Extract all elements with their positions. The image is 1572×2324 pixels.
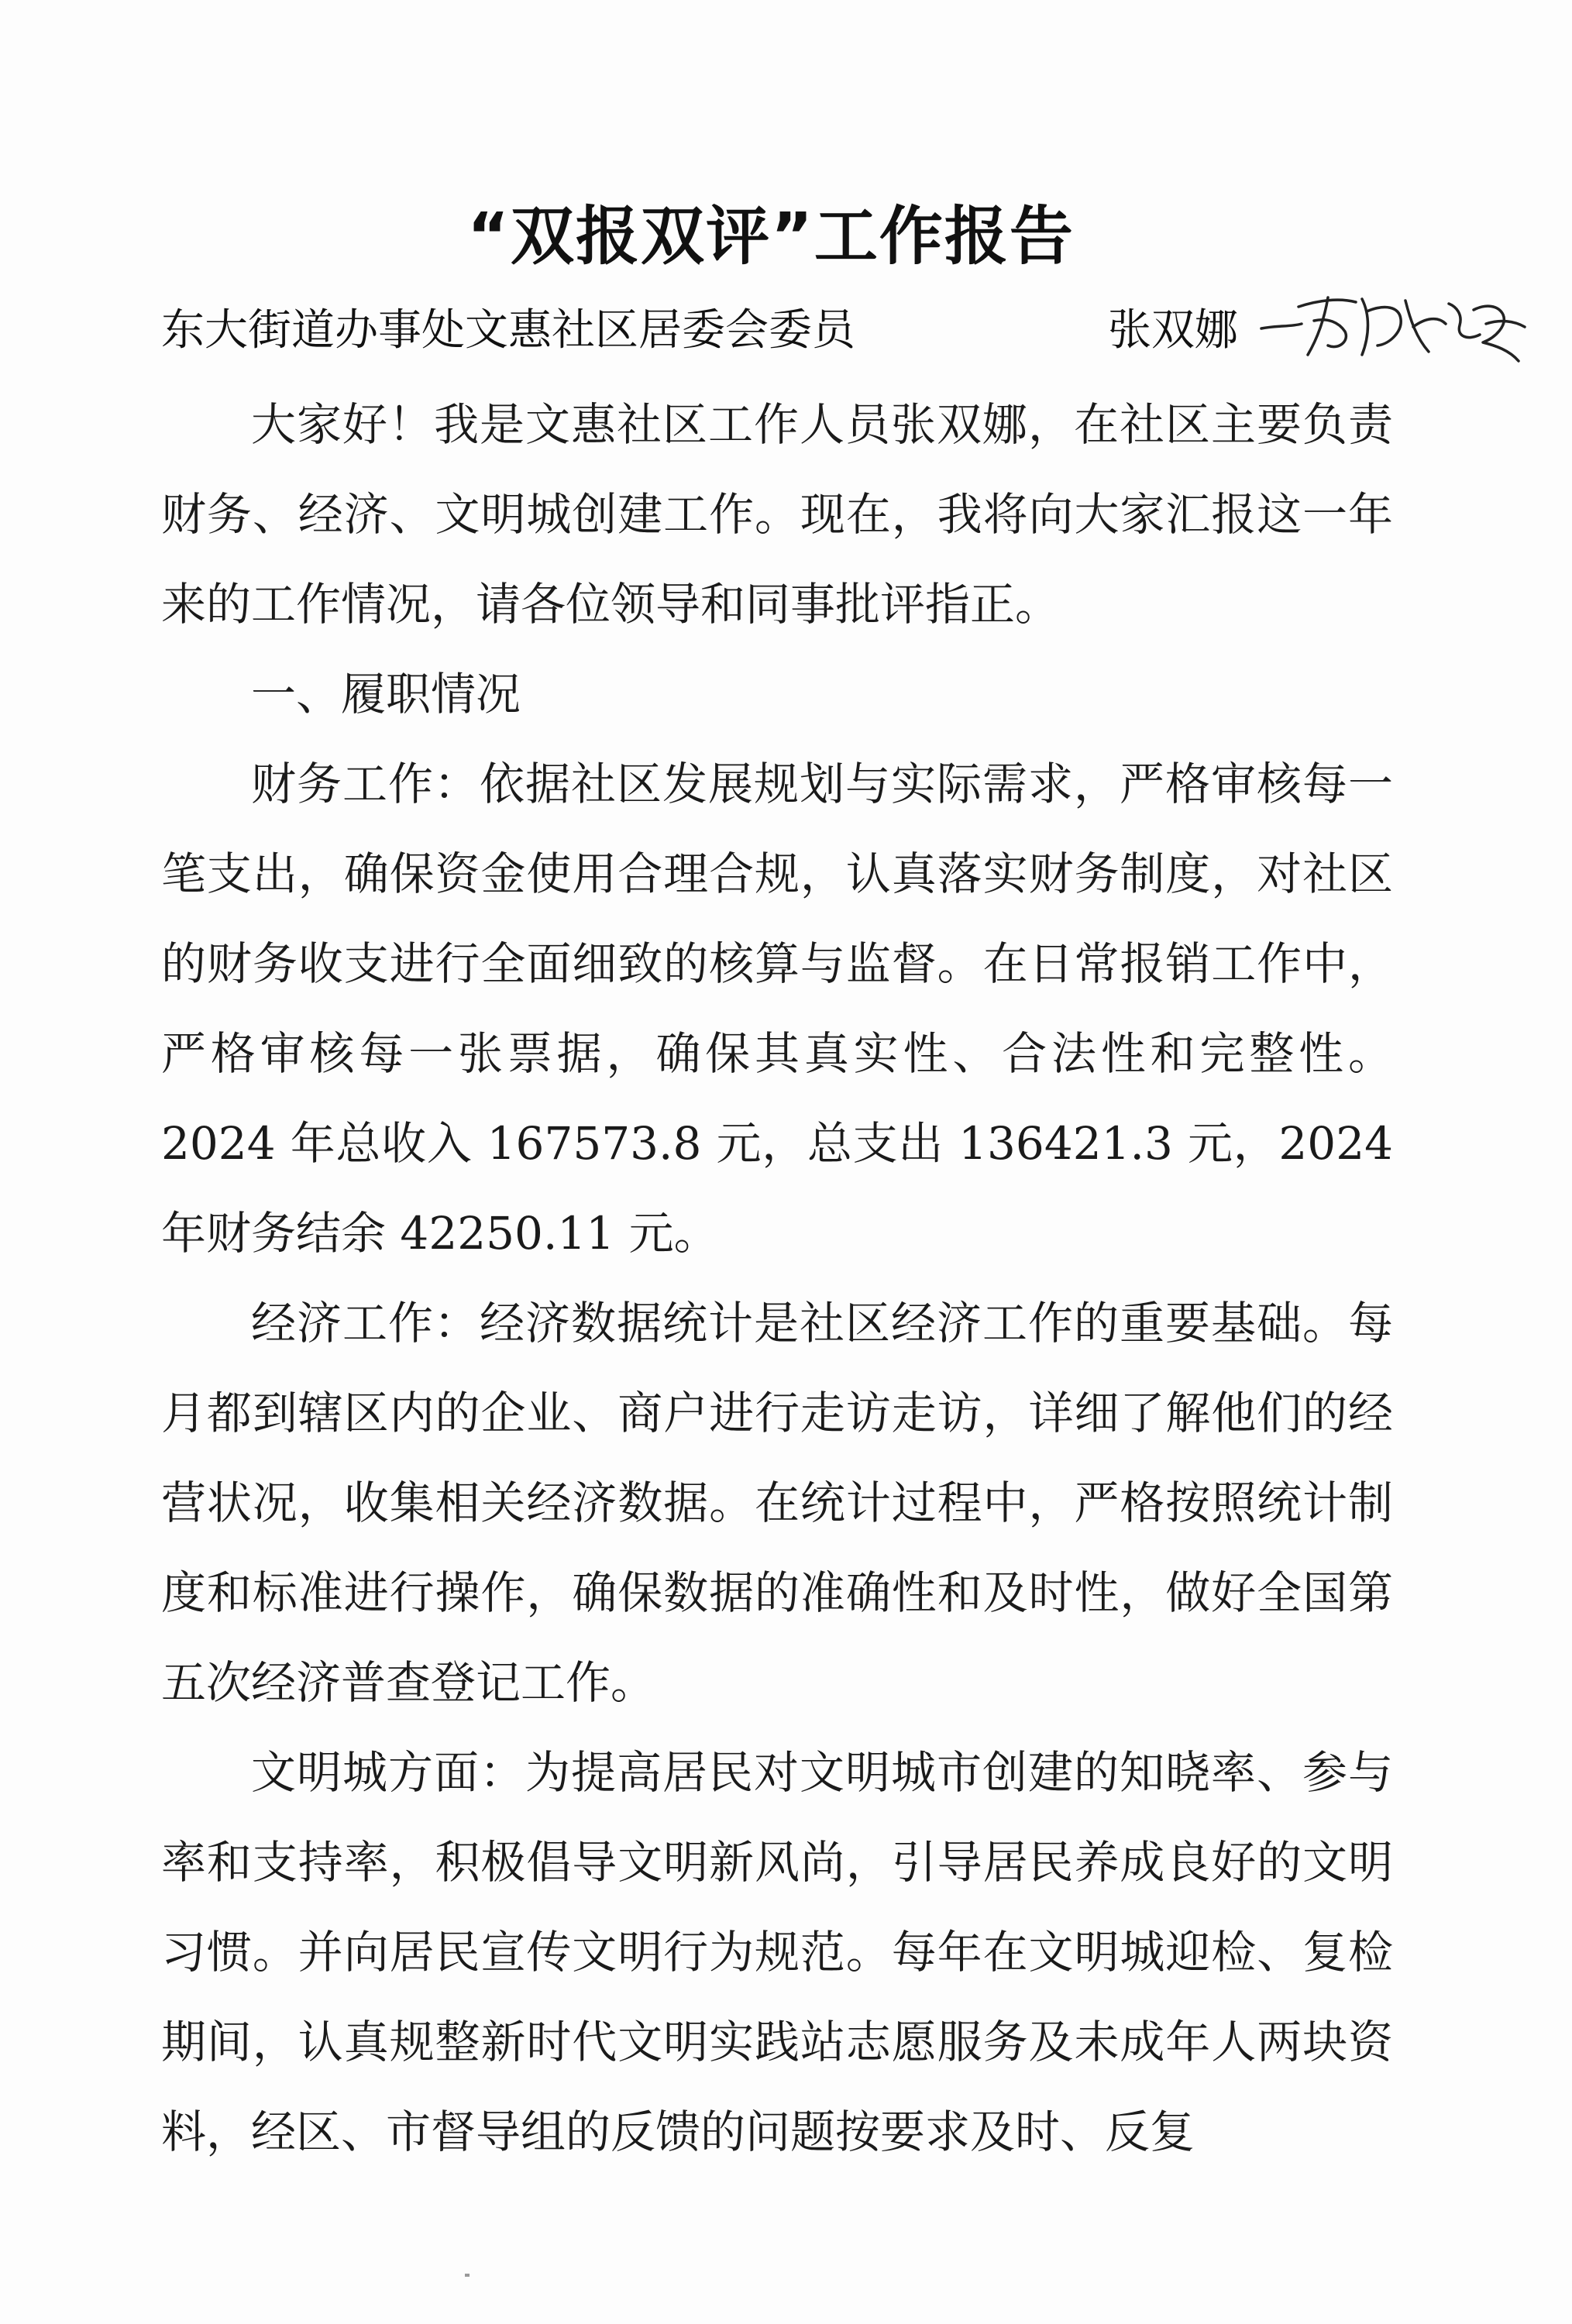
paragraph-intro: 大家好！我是文惠社区工作人员张双娜，在社区主要负责财务、经济、文明城创建工作。现在，我将向大家汇报这一年来的工作情况，请各位领导和同事批评指正。 <box>161 398 1393 631</box>
author-name: 张双娜 <box>1108 305 1238 356</box>
paragraph-economy: 经济工作：经济数据统计是社区经济工作的重要基础。每月都到辖区内的企业、商户进行走访走访，详细了解他们的经营状况，收集相关经济数据。在统计过程中，严格按照统计制度和标准进行操作，确保数据的准确性和及时性，做好全国第五次经济普查登记工作。 <box>161 1297 1393 1709</box>
author-organization: 东大街道办事处文惠社区居委会委员 <box>161 305 855 356</box>
report-body <box>161 380 1393 2177</box>
section-heading-duties: 一、履职情况 <box>251 668 521 720</box>
handwritten-signature <box>1254 280 1532 366</box>
document-title: “双报双评”工作报告 <box>467 200 1075 273</box>
scan-speck <box>465 2274 470 2277</box>
paragraph-finance: 财务工作：依据社区发展规划与实际需求，严格审核每一笔支出，确保资金使用合理合规，认真落实财务制度，对社区的财务收支进行全面细致的核算与监督。在日常报销工作中，严格审核每一张票据，确保其真实性、合法性和完整性。2024 年总收入 167573.8 元，总支出 136421.3 元，2024 年财务结余 42250.11 元。 <box>161 758 1393 1260</box>
paragraph-civilization: 文明城方面：为提高居民对文明城市创建的知晓率、参与率和支持率，积极倡导文明新风尚，引导居民养成良好的文明习惯。并向居民宣传文明行为规范。每年在文明城迎检、复检期间，认真规整新时代文明实践站志愿服务及未成年人两块资料，经区、市督导组的反馈的问题按要求及时、反复 <box>161 1746 1393 2158</box>
